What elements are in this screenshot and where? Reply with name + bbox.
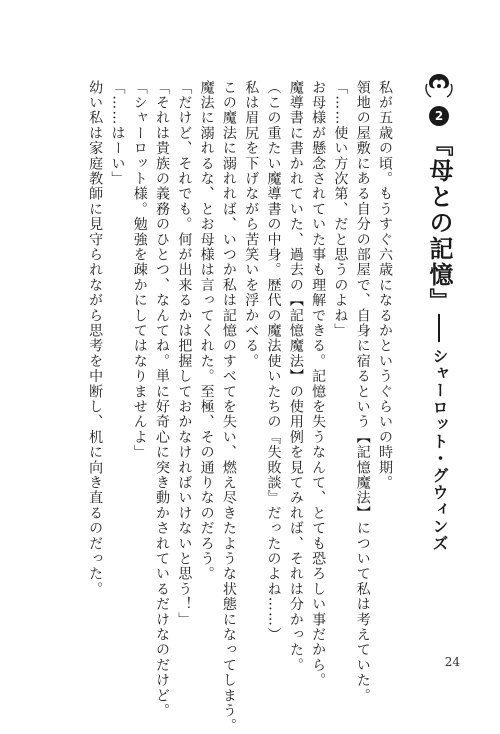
chapter-number-badge: 2 bbox=[429, 106, 449, 126]
paragraph: 私が五歳の頃。もうすぐ六歳になるかというぐらいの時期。 bbox=[377, 80, 393, 491]
paragraph: 「……使い方次第、だと思うのよね」 bbox=[332, 80, 349, 339]
paragraph: 魔導書に書かれていた、過去の【記憶魔法】の使用例を見てみれば、それは分かった。 bbox=[287, 80, 304, 673]
paragraph: （この重たい魔導書の中身。歴代の魔法使いたちの『失敗談』だったのよね……） bbox=[265, 80, 282, 643]
page-number: 24 bbox=[444, 655, 460, 669]
paragraph: 領地の屋敷にある自分の部屋で、自身に宿るという【記憶魔法】について私は考えていた。 bbox=[354, 80, 371, 704]
title-dash bbox=[438, 314, 440, 342]
paragraph: 魔法に溺れるな、とお母様は言ってくれた。至極、その通りなのだろう。 bbox=[198, 80, 215, 582]
paragraph: 幼い私は家庭教師に見守られながら思考を中断し、机に向き直るのだった。 bbox=[87, 80, 104, 597]
paragraph: 「シャーロット様。勉強を疎かにしてはなりませんよ」 bbox=[131, 80, 148, 460]
paragraph: 「それは貴族の義務のひとつ、なんてね。単に好奇心に突き動かされているだけなのだけど。 bbox=[154, 80, 171, 719]
body-text bbox=[84, 80, 396, 734]
paragraph: 「……はーい」 bbox=[109, 80, 126, 187]
chapter-title: 『母との記憶』 bbox=[425, 132, 454, 314]
chapter-heading bbox=[422, 72, 456, 592]
paragraph: 私は眉尻を下げながら苦笑いを浮かべる。 bbox=[243, 80, 260, 369]
ornament-icon bbox=[423, 72, 455, 102]
paragraph: 「だけど、それでも。何が出来るかは把握しておかなければいけないと思う！」 bbox=[176, 80, 193, 628]
paragraph: お母様が懸念されていた事も理解できる。記憶を失うなんて、とても恐ろしい事だから。 bbox=[310, 80, 327, 688]
chapter-subtitle: シャーロット・グウィンズ bbox=[430, 348, 449, 552]
paragraph: この魔法に溺れれば、いつか私は記憶のすべてを失い、燃え尽きたような状態になってしまう。 bbox=[220, 80, 237, 734]
